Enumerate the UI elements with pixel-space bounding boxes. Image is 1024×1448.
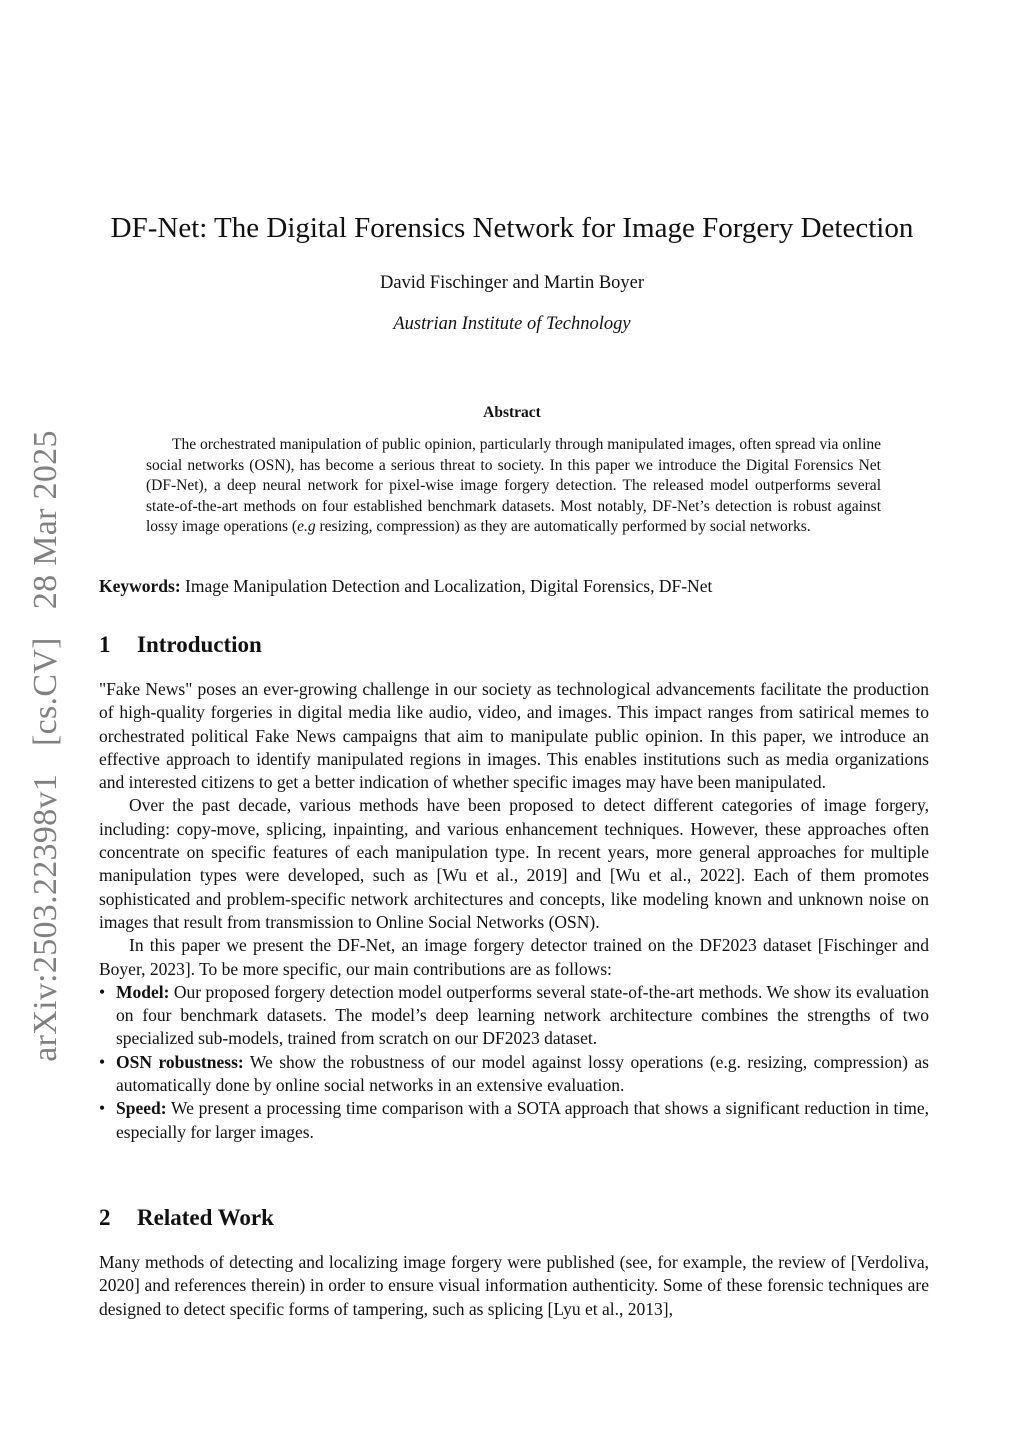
abstract-heading: Abstract <box>483 404 541 421</box>
section-heading-introduction <box>99 630 262 660</box>
related-work-paragraph-1: Many methods of detecting and localizing image forgery were published (see, for example, the review of [Verdoliva, 2020] and references therein) in order to ensure visual information authenticity. Some of these forensic techniques are designed to detect specific forms of tampering, such as splicing [Lyu et al., 2013], <box>99 1252 929 1319</box>
contribution-text: We present a processing time comparison with a SOTA approach that shows a significant reduction in time, especially for larger images. <box>116 1098 929 1142</box>
introduction-body <box>99 678 929 1144</box>
arxiv-sidebar-stamp <box>20 430 72 1062</box>
contribution-item-speed <box>99 1097 929 1144</box>
keywords-text: Image Manipulation Detection and Localization, Digital Forensics, DF-Net <box>185 576 713 596</box>
abstract-text-part2: resizing, compression) as they are automatically performed by social networks. <box>315 518 811 536</box>
section-number: 2 <box>99 1205 111 1230</box>
keywords-line <box>99 574 929 598</box>
contribution-item-model <box>99 981 929 1051</box>
intro-paragraph-1: "Fake News" poses an ever-growing challenge in our society as technological advancements facilitate the production of high-quality forgeries in digital media like audio, video, and images. This impact ranges from satirical memes to orchestrated political Fake News campaigns that aim to manipulate public opinion. In this paper, we introduce an effective approach to identify manipulated regions in images. This enables institutions such as media organizations and interested citizens to get a better indication of whether specific images may have been manipulated. <box>99 679 929 793</box>
contribution-label: Model: <box>116 981 170 1002</box>
paper-title: DF-Net: The Digital Forensics Network for Image Forgery Detection <box>110 212 914 244</box>
bullet-dot: • <box>99 981 106 1002</box>
bullet-dot: • <box>99 1051 106 1072</box>
arxiv-date: 28 Mar 2025 <box>27 430 64 610</box>
paper-authors: David Fischinger and Martin Boyer <box>379 273 645 293</box>
arxiv-category: [cs.CV] <box>27 637 64 746</box>
contribution-text: Our proposed forgery detection model outperforms several state-of-the-art methods. We show its evaluation on four benchmark datasets. The model’s deep learning network architecture combines the strengths of two specialized sub-models, trained from scratch on our DF2023 dataset. <box>116 981 929 1049</box>
abstract-body <box>146 435 881 538</box>
contribution-text: We show the robustness of our model against lossy operations (e.g. resizing, compression) as automatically done by online social networks in an extensive evaluation. <box>116 1051 929 1096</box>
paper-affiliation: Austrian Institute of Technology <box>393 314 631 334</box>
contribution-label: Speed: <box>116 1098 167 1119</box>
intro-paragraph-3: In this paper we present the DF-Net, an image forgery detector trained on the DF2023 dataset [Fischinger and Boyer, 2023]. To be more specific, our main contributions are as follows: <box>99 935 929 979</box>
bullet-dot: • <box>99 1098 106 1119</box>
abstract-eg: e.g <box>297 518 316 536</box>
arxiv-identifier <box>27 430 65 1062</box>
related-work-body <box>99 1251 929 1321</box>
contributions-list <box>99 981 929 1144</box>
arxiv-id: arXiv:2503.22398v1 <box>27 774 64 1062</box>
section-title: Introduction <box>137 632 262 657</box>
section-title: Related Work <box>137 1205 274 1230</box>
contribution-label: OSN robustness: <box>116 1051 244 1072</box>
section-heading-related-work <box>99 1203 274 1233</box>
keywords-label: Keywords: <box>99 576 181 596</box>
section-number: 1 <box>99 632 111 657</box>
intro-paragraph-2: Over the past decade, various methods have been proposed to detect different categories of image forgery, including: copy-move, splicing, inpainting, and various enhancement techniques. However, these approaches often concentrate on specific features of each manipulation type. In recent years, more general approaches for multiple manipulation types were developed, such as [Wu et al., 2019] and [Wu et al., 2022]. Each of them promotes sophisticated and problem-specific network architectures and concepts, like modeling known and unknown noise on images that result from transmission to Online Social Networks (OSN). <box>99 795 929 932</box>
contribution-item-osn-robustness <box>99 1051 929 1098</box>
abstract-text-part1: The orchestrated manipulation of public opinion, particularly through manipulated images, often spread via online social networks (OSN), has become a serious threat to society. In this paper we introduce the Digital Forensics Net (DF-Net), a deep neural network for pixel-wise image forgery detection. The released model outperforms several state-of-the-art methods on four established benchmark datasets. Most notably, DF-Net’s detection is robust against lossy image operations ( <box>146 436 881 536</box>
